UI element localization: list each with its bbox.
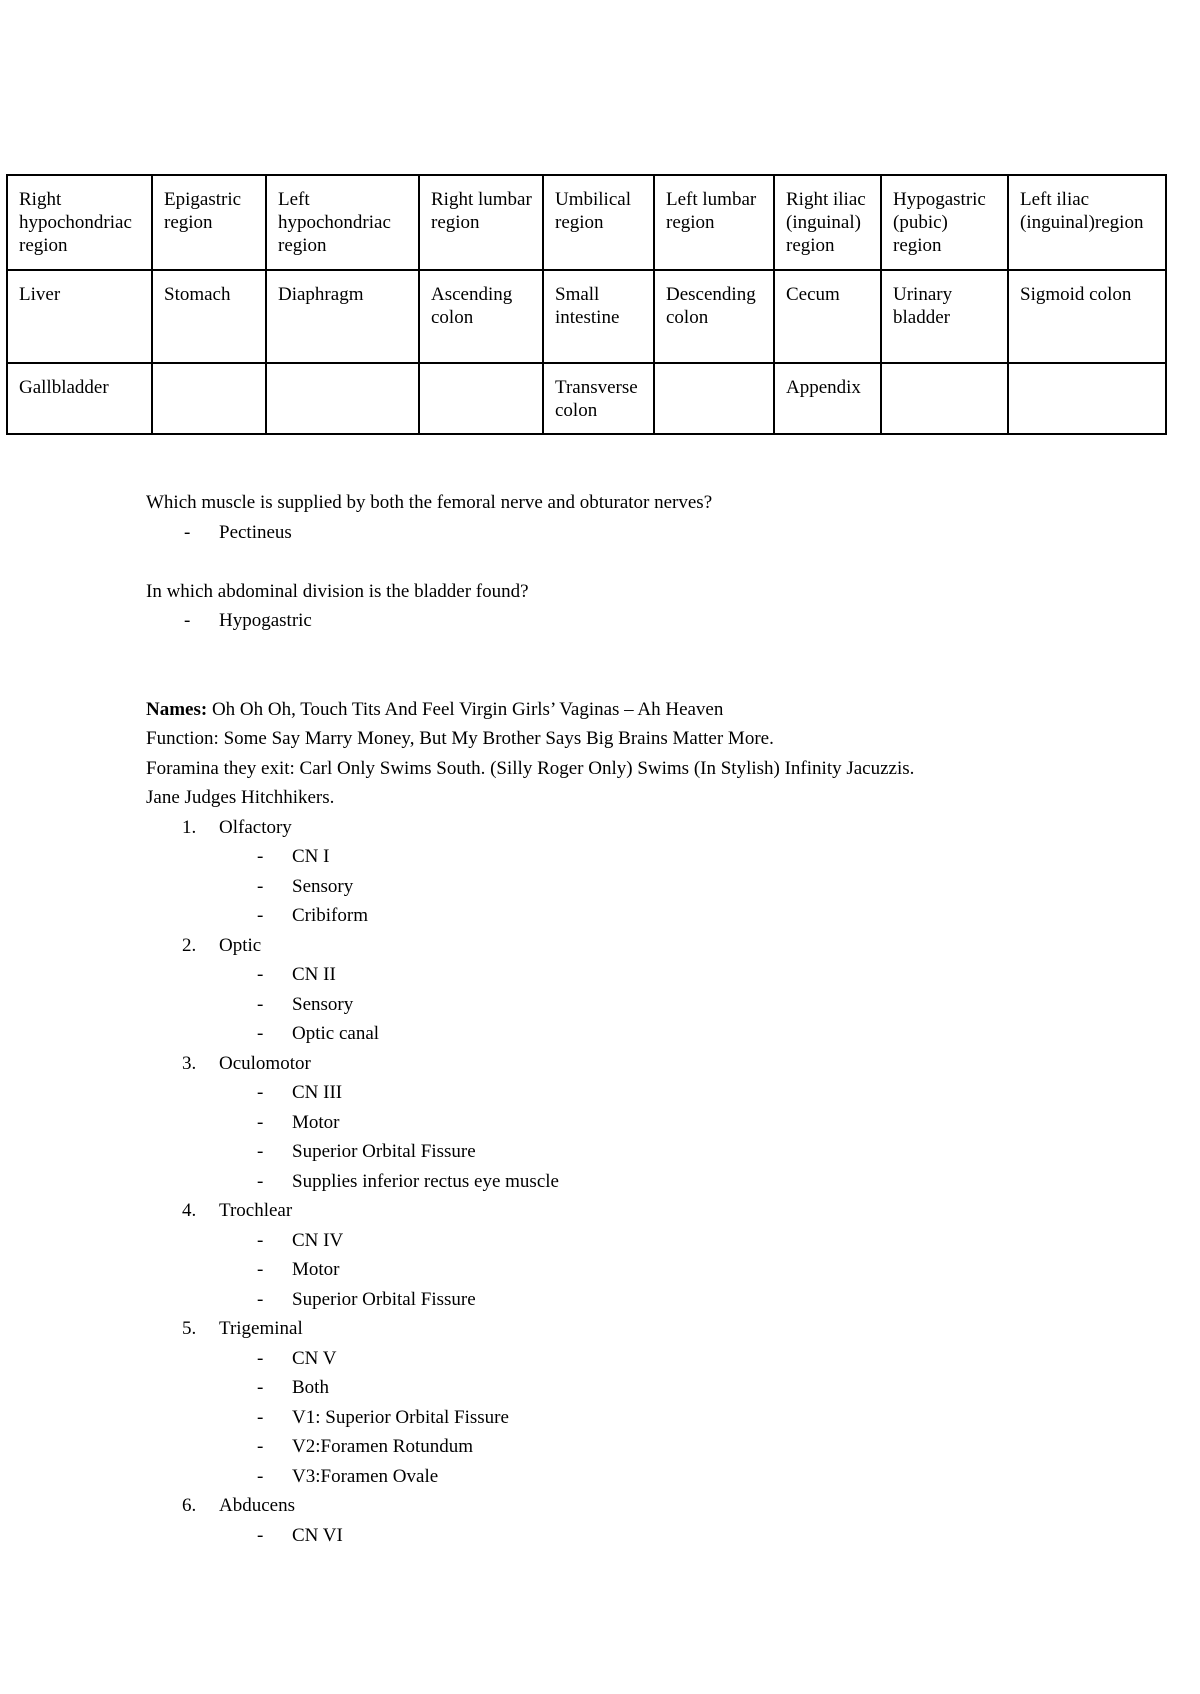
- nerve-detail-text: V2:Foramen Rotundum: [292, 1436, 474, 1457]
- table-cell: Right hypochondriac region: [7, 175, 152, 270]
- nerve-detail-text: CN III: [292, 1082, 343, 1103]
- table-cell: Transverse colon: [543, 363, 654, 434]
- nerve-detail-item: [146, 960, 1166, 990]
- table-cell: [419, 363, 543, 434]
- table-cell: Appendix: [774, 363, 881, 434]
- table-cell: Descending colon: [654, 270, 774, 363]
- table-row: [7, 363, 1166, 434]
- bullet-marker: -: [184, 610, 191, 631]
- nerve-detail-item: [146, 901, 1166, 931]
- cranial-nerve-list: [146, 813, 1166, 1551]
- nerve-item: [146, 1049, 1166, 1079]
- bullet-marker: -: [257, 1524, 264, 1546]
- mnemonic-foramina-continued: Jane Judges Hitchhikers.: [146, 787, 335, 808]
- nerve-detail-text: Superior Orbital Fissure: [292, 1141, 476, 1162]
- mnemonic-function: Function: Some Say Marry Money, But My Brother Says Big Brains Matter More.: [146, 728, 774, 749]
- table-cell: Epigastric region: [152, 175, 266, 270]
- table-cell: [152, 363, 266, 434]
- nerve-detail-text: Sensory: [292, 993, 354, 1015]
- nerve-detail-item: [146, 842, 1166, 872]
- bullet-marker: -: [257, 846, 264, 867]
- nerve-detail-text: Sensory: [292, 875, 354, 897]
- abdominal-regions-table: [6, 174, 1167, 435]
- table-cell: Gallbladder: [7, 363, 152, 434]
- nerve-detail-text: CN VI: [292, 1524, 343, 1546]
- nerve-item: [146, 1314, 1166, 1344]
- nerve-detail-text: Cribiform: [292, 905, 368, 926]
- nerve-name: Abducens: [219, 1495, 295, 1516]
- bullet-marker: -: [257, 1229, 264, 1251]
- table-cell: Stomach: [152, 270, 266, 363]
- bullet-marker: -: [257, 1406, 264, 1428]
- answer-item: [146, 518, 1166, 548]
- nerve-name: Optic: [219, 934, 262, 956]
- answer-item: [146, 606, 1166, 636]
- notes-body: [146, 488, 1166, 1550]
- bullet-marker: -: [257, 1259, 264, 1280]
- nerve-detail-text: V1: Superior Orbital Fissure: [292, 1406, 509, 1428]
- nerve-item: [146, 931, 1166, 961]
- nerve-detail-item: [146, 1108, 1166, 1138]
- list-number: 3.: [182, 1052, 197, 1074]
- table-cell: Left lumbar region: [654, 175, 774, 270]
- nerve-item: [146, 813, 1166, 843]
- table-cell: [654, 363, 774, 434]
- nerve-detail-item: [146, 1521, 1166, 1551]
- mnemonic-names: [146, 695, 1166, 725]
- table-cell: Left iliac (inguinal)region: [1008, 175, 1166, 270]
- nerve-detail-item: [146, 990, 1166, 1020]
- table-row: [7, 270, 1166, 363]
- answer-text: Hypogastric: [219, 610, 312, 631]
- names-label: Names:: [146, 698, 208, 720]
- table-cell: Sigmoid colon: [1008, 270, 1166, 363]
- nerve-detail-item: [146, 1137, 1166, 1167]
- nerve-detail-text: CN V: [292, 1347, 337, 1369]
- table-cell: Left hypochondriac region: [266, 175, 419, 270]
- table-cell: [881, 363, 1008, 434]
- bullet-marker: -: [257, 964, 264, 985]
- nerve-name: Oculomotor: [219, 1052, 311, 1074]
- bullet-marker: -: [184, 521, 191, 543]
- nerve-detail-item: [146, 1078, 1166, 1108]
- nerve-name: Trochlear: [219, 1200, 293, 1221]
- nerve-detail-text: Superior Orbital Fissure: [292, 1288, 476, 1310]
- nerve-detail-item: [146, 1373, 1166, 1403]
- nerve-detail-item: [146, 1432, 1166, 1462]
- nerve-detail-text: Both: [292, 1377, 329, 1398]
- nerve-detail-item: [146, 1403, 1166, 1433]
- nerve-detail-text: V3:Foramen Ovale: [292, 1465, 439, 1487]
- question-text: Which muscle is supplied by both the femoral nerve and obturator nerves?: [146, 492, 713, 513]
- nerve-detail-item: [146, 1344, 1166, 1374]
- table-cell: Cecum: [774, 270, 881, 363]
- nerve-detail-text: Optic canal: [292, 1023, 380, 1044]
- bullet-marker: -: [257, 1347, 264, 1369]
- nerve-detail-text: CN IV: [292, 1229, 344, 1251]
- bullet-marker: -: [257, 875, 264, 897]
- bullet-marker: -: [257, 993, 264, 1015]
- bullet-marker: -: [257, 1170, 264, 1192]
- nerve-name: Olfactory: [219, 816, 292, 838]
- list-number: 2.: [182, 934, 197, 956]
- list-number: 1.: [182, 816, 197, 838]
- table-cell: Urinary bladder: [881, 270, 1008, 363]
- mnemonic-foramina: Foramina they exit: Carl Only Swims South. (Silly Roger Only) Swims (In Stylish) Infinity Jacuzzis.: [146, 757, 915, 779]
- table-cell: Liver: [7, 270, 152, 363]
- bullet-marker: -: [257, 905, 264, 926]
- nerve-detail-item: [146, 1462, 1166, 1492]
- table-cell: Small intestine: [543, 270, 654, 363]
- table-cell: Umbilical region: [543, 175, 654, 270]
- table-cell: [266, 363, 419, 434]
- nerve-name: Trigeminal: [219, 1318, 303, 1339]
- nerve-detail-item: [146, 1285, 1166, 1315]
- bullet-marker: -: [257, 1141, 264, 1162]
- nerve-detail-item: [146, 1019, 1166, 1049]
- nerve-detail-item: [146, 1167, 1166, 1197]
- nerve-detail-text: CN I: [292, 846, 330, 867]
- bullet-marker: -: [257, 1377, 264, 1398]
- names-text: Oh Oh Oh, Touch Tits And Feel Virgin Girls’ Vaginas – Ah Heaven: [211, 698, 724, 720]
- nerve-detail-text: Supplies inferior rectus eye muscle: [292, 1170, 559, 1192]
- table-cell: Ascending colon: [419, 270, 543, 363]
- nerve-item: [146, 1196, 1166, 1226]
- table-cell: Hypogastric (pubic) region: [881, 175, 1008, 270]
- table-cell: Right iliac (inguinal) region: [774, 175, 881, 270]
- list-number: 4.: [182, 1200, 197, 1221]
- nerve-detail-item: [146, 872, 1166, 902]
- table-cell: [1008, 363, 1166, 434]
- nerve-item: [146, 1491, 1166, 1521]
- nerve-detail-item: [146, 1226, 1166, 1256]
- nerve-detail-text: Motor: [292, 1111, 340, 1133]
- table-row: [7, 175, 1166, 270]
- bullet-marker: -: [257, 1023, 264, 1044]
- list-number: 6.: [182, 1495, 197, 1516]
- bullet-marker: -: [257, 1288, 264, 1310]
- answer-text: Pectineus: [219, 521, 292, 543]
- bullet-marker: -: [257, 1111, 264, 1133]
- bullet-marker: -: [257, 1465, 264, 1487]
- table-cell: Diaphragm: [266, 270, 419, 363]
- question-text: In which abdominal division is the bladder found?: [146, 580, 529, 602]
- list-number: 5.: [182, 1318, 197, 1339]
- bullet-marker: -: [257, 1436, 264, 1457]
- nerve-detail-item: [146, 1255, 1166, 1285]
- table-cell: Right lumbar region: [419, 175, 543, 270]
- bullet-marker: -: [257, 1082, 264, 1103]
- nerve-detail-text: Motor: [292, 1259, 340, 1280]
- nerve-detail-text: CN II: [292, 964, 336, 985]
